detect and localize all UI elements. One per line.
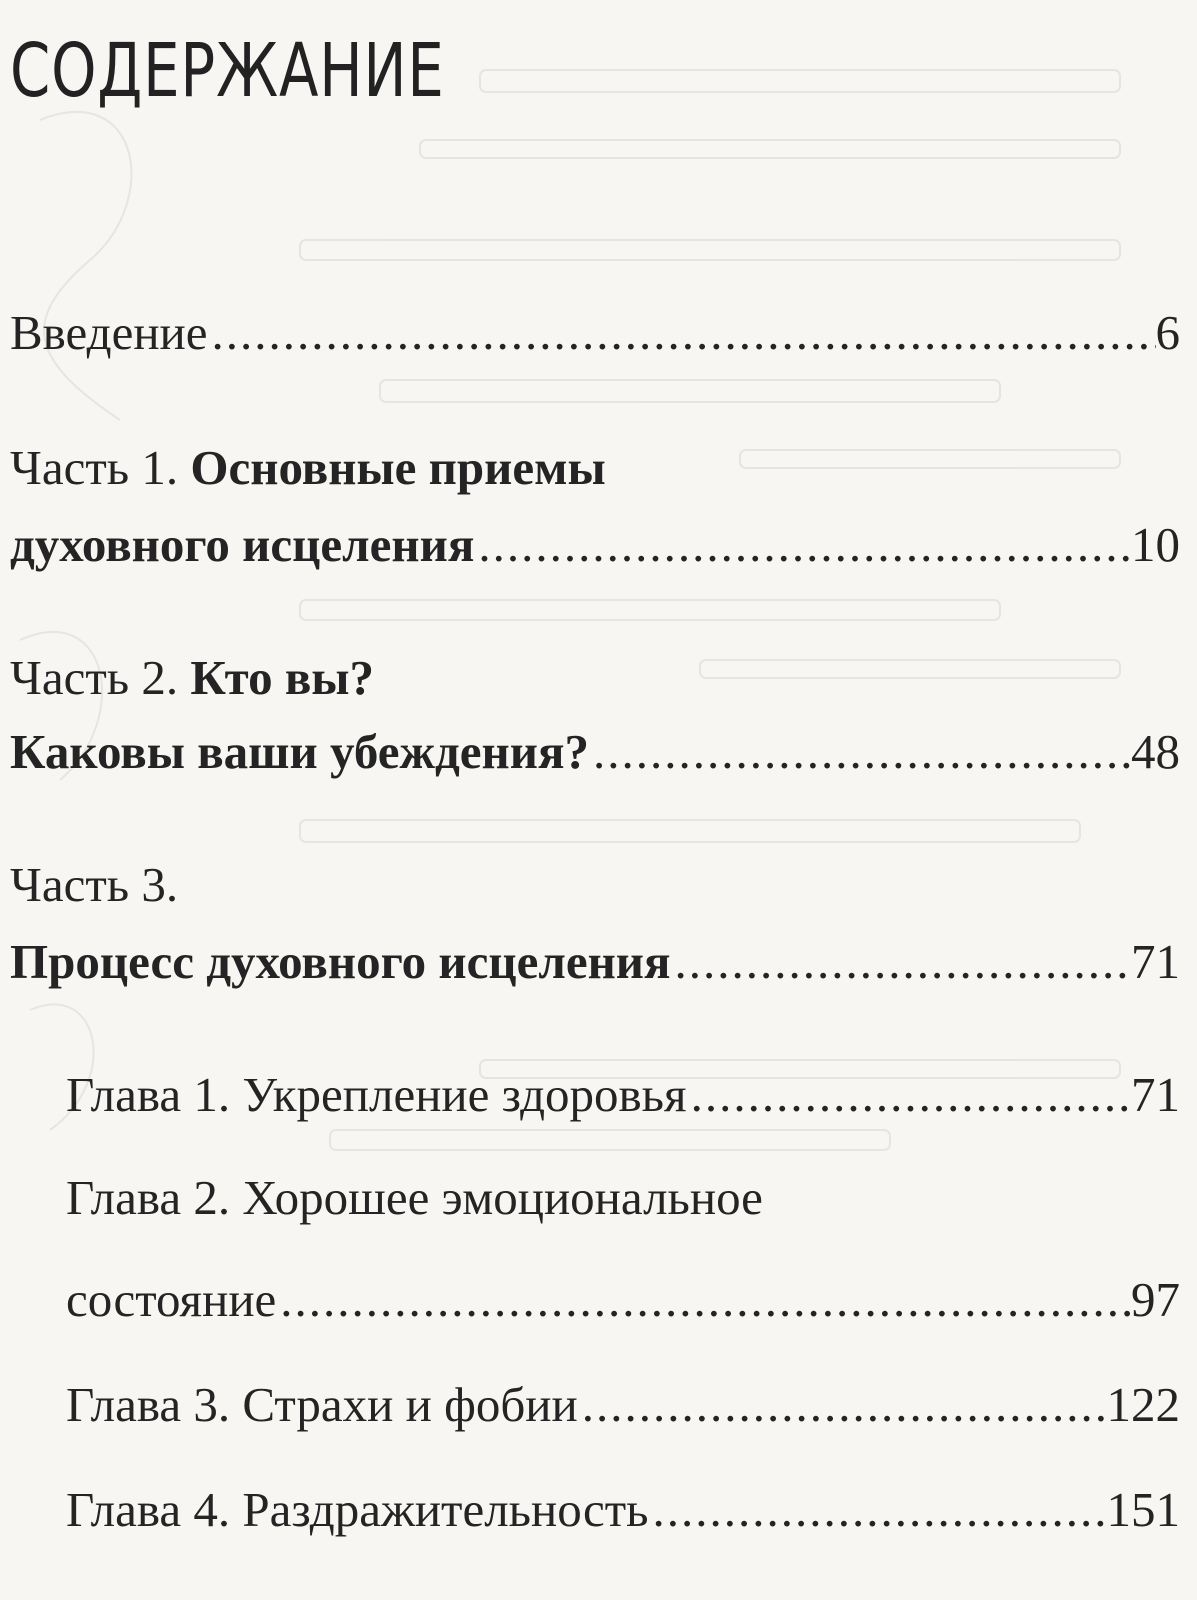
toc-chapter-title: Глава 1. Укрепление здоровья — [66, 1067, 687, 1122]
toc-entry-part-3-line2[interactable] — [10, 932, 1180, 992]
toc-entry-title: Основные приемы — [190, 440, 606, 495]
toc-page-number: 71 — [1131, 1067, 1180, 1122]
leader-dots — [671, 932, 1131, 992]
toc-part-prefix: Часть 1. — [10, 440, 179, 495]
toc-chapter-title: Глава 3. Страхи и фобии — [66, 1377, 578, 1432]
toc-chapter-2-line2[interactable] — [66, 1270, 1180, 1330]
toc-entry-introduction[interactable] — [10, 303, 1180, 363]
toc-part-prefix: Часть 2. — [10, 650, 179, 705]
toc-entry-title: Кто вы? — [190, 650, 375, 705]
leader-dots — [578, 1375, 1107, 1435]
toc-chapter-title: состояние — [66, 1272, 277, 1327]
toc-chapter-4[interactable] — [66, 1480, 1180, 1540]
toc-entry-title: Процесс духовного исцеления — [10, 934, 671, 989]
toc-entry-title: Каковы ваши убеждения? — [10, 724, 590, 779]
toc-chapter-3[interactable] — [66, 1375, 1180, 1435]
leader-dots — [589, 722, 1131, 782]
toc-part-prefix: Часть 3. — [10, 857, 179, 912]
toc-heading: СОДЕРЖАНИЕ — [10, 28, 445, 114]
toc-entry-part-3-line1[interactable] — [10, 855, 1180, 915]
toc-entry-part-1-line1[interactable] — [10, 438, 1180, 498]
toc-page-number: 71 — [1131, 934, 1180, 989]
leader-dots — [648, 1480, 1106, 1540]
toc-entry-part-2-line2[interactable] — [10, 722, 1180, 782]
toc-entry-part-2-line1[interactable] — [10, 648, 1180, 708]
toc-chapter-1[interactable] — [66, 1065, 1180, 1125]
toc-chapter-title: Глава 2. Хорошее эмоциональное — [66, 1170, 763, 1225]
toc-entry-part-1-line2[interactable] — [10, 515, 1180, 575]
toc-page-number: 48 — [1131, 724, 1180, 779]
leader-dots — [474, 515, 1131, 575]
toc-page-number: 151 — [1106, 1482, 1180, 1537]
leader-dots — [687, 1065, 1131, 1125]
toc-page-number: 6 — [1155, 305, 1180, 360]
toc-chapter-2-line1[interactable] — [66, 1168, 1180, 1228]
toc-chapter-title: Глава 4. Раздражительность — [66, 1482, 649, 1537]
toc-entry-title: Введение — [10, 305, 208, 360]
toc-page-number: 122 — [1106, 1377, 1180, 1432]
leader-dots — [208, 303, 1156, 363]
toc-page-number: 97 — [1131, 1272, 1180, 1327]
toc-page-number: 10 — [1131, 517, 1180, 572]
toc-entry-title: духовного исцеления — [10, 517, 475, 572]
leader-dots — [276, 1270, 1131, 1330]
